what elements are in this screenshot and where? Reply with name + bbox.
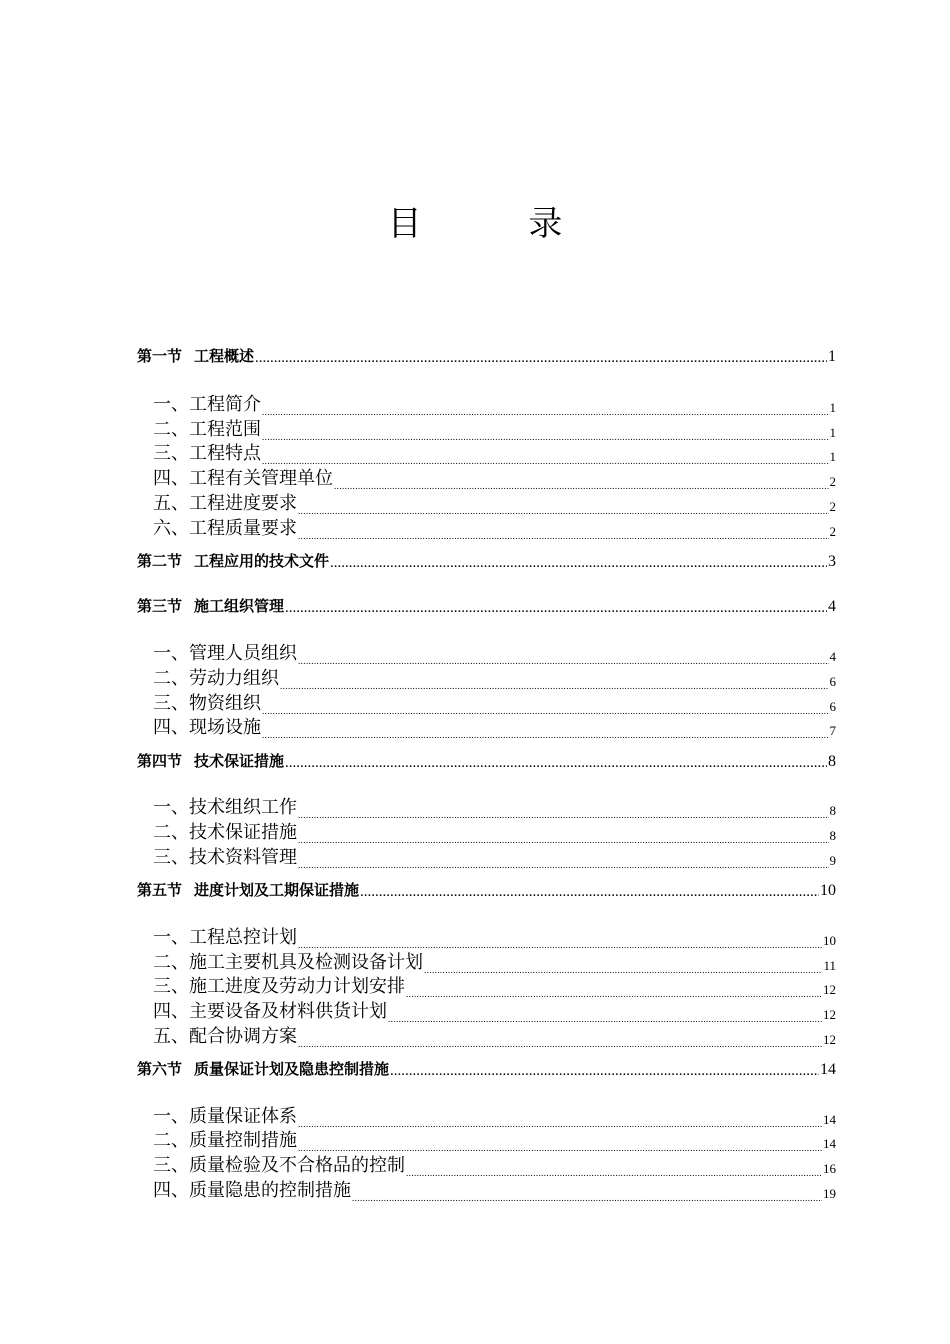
toc-section-entry[interactable] (137, 1057, 836, 1079)
toc-entry-number: 三、 (153, 693, 189, 714)
toc-entry-number: 第四节 (137, 752, 183, 770)
toc-entry-label: 施工进度及劳动力计划安排 (189, 976, 405, 997)
dot-leader (285, 601, 827, 616)
toc-entry-number: 三、 (153, 443, 189, 464)
toc-entry-number: 第六节 (137, 1060, 183, 1078)
toc-item-entry[interactable] (137, 417, 836, 441)
dot-leader (285, 756, 827, 771)
toc-entry-page-number: 19 (823, 1186, 836, 1201)
dot-leader (424, 956, 822, 974)
dot-leader (262, 398, 829, 416)
toc-entry-number: 四、 (153, 1180, 189, 1201)
toc-entry-label: 技术资料管理 (189, 847, 297, 868)
dot-leader (298, 801, 829, 819)
toc-entry-page-number: 6 (829, 674, 836, 689)
toc-entry-number: 第三节 (137, 597, 183, 615)
toc-entry-label: 质量保证体系 (189, 1106, 297, 1127)
toc-section-entry[interactable] (137, 549, 836, 571)
toc-entry-label: 工程总控计划 (189, 927, 297, 948)
toc-entry-page-number: 1 (828, 348, 836, 365)
toc-item-entry[interactable] (137, 1153, 836, 1177)
toc-item-entry[interactable] (137, 820, 836, 844)
toc-item-entry[interactable] (137, 715, 836, 739)
toc-entry-label: 施工组织管理 (194, 597, 285, 615)
toc-entry-number: 三、 (153, 976, 189, 997)
toc-entry-number: 二、 (153, 822, 189, 843)
toc-entry-number: 四、 (153, 1001, 189, 1022)
toc-entry-label: 劳动力组织 (189, 668, 279, 689)
toc-entry-number: 四、 (153, 717, 189, 738)
dot-leader (298, 931, 822, 949)
dot-leader (388, 1005, 822, 1023)
toc-entry-page-number: 16 (823, 1161, 836, 1176)
toc-entry-number: 三、 (153, 1155, 189, 1176)
dot-leader (262, 447, 829, 465)
toc-section-entry[interactable] (137, 878, 836, 900)
toc-entry-page-number: 8 (828, 753, 836, 770)
dot-leader (280, 672, 829, 690)
toc-entry-page-number: 8 (829, 803, 836, 818)
toc-entry-page-number: 10 (820, 882, 836, 899)
page-title: 目 录 (387, 204, 611, 244)
dot-leader (262, 721, 829, 739)
toc-entry-label: 质量检验及不合格品的控制 (189, 1155, 405, 1176)
toc-entry-page-number: 11 (823, 958, 836, 973)
toc-entry-number: 一、 (153, 927, 189, 948)
toc-entry-number: 第二节 (137, 552, 183, 570)
toc-entry-page-number: 4 (829, 649, 836, 664)
toc-item-entry[interactable] (137, 999, 836, 1023)
toc-entry-page-number: 14 (823, 1136, 836, 1151)
toc-section-entry[interactable] (137, 344, 836, 366)
toc-entry-label: 施工主要机具及检测设备计划 (189, 952, 423, 973)
toc-entry-number: 二、 (153, 668, 189, 689)
toc-entry-number: 三、 (153, 847, 189, 868)
dot-leader (390, 1064, 819, 1079)
dot-leader (298, 1110, 822, 1128)
toc-entry-label: 工程简介 (189, 394, 261, 415)
dot-leader (262, 423, 829, 441)
toc-entry-number: 二、 (153, 952, 189, 973)
toc-entry-label: 质量保证计划及隐患控制措施 (194, 1060, 390, 1078)
toc-entry-label: 工程特点 (189, 443, 261, 464)
toc-item-entry[interactable] (137, 392, 836, 416)
toc-item-entry[interactable] (137, 1128, 836, 1152)
toc-entry-page-number: 4 (828, 598, 836, 615)
toc-item-entry[interactable] (137, 950, 836, 974)
toc-entry-label: 质量控制措施 (189, 1130, 297, 1151)
toc-entry-number: 第五节 (137, 881, 183, 899)
toc-item-entry[interactable] (137, 1104, 836, 1128)
dot-leader (334, 472, 829, 490)
toc-entry-page-number: 9 (829, 853, 836, 868)
dot-leader (298, 851, 829, 869)
toc-item-entry[interactable] (137, 845, 836, 869)
toc-entry-number: 五、 (153, 1026, 189, 1047)
dot-leader (298, 826, 829, 844)
toc-entry-label: 技术保证措施 (194, 752, 285, 770)
toc-entry-label: 配合协调方案 (189, 1026, 297, 1047)
dot-leader (298, 1030, 822, 1048)
toc-section-entry[interactable] (137, 594, 836, 616)
toc-entry-page-number: 10 (823, 933, 836, 948)
dot-leader (298, 647, 829, 665)
toc-entry-label: 现场设施 (189, 717, 261, 738)
toc-item-entry[interactable] (137, 1178, 836, 1202)
toc-entry-label: 质量隐患的控制措施 (189, 1180, 351, 1201)
toc-entry-page-number: 14 (823, 1112, 836, 1127)
toc-entry-label: 工程概述 (194, 347, 255, 365)
toc-entry-label: 工程有关管理单位 (189, 468, 333, 489)
toc-entry-page-number: 1 (829, 449, 836, 464)
toc-entry-page-number: 2 (829, 474, 836, 489)
toc-section-entry[interactable] (137, 749, 836, 771)
toc-item-entry[interactable] (137, 666, 836, 690)
dot-leader (406, 1159, 822, 1177)
dot-leader (330, 556, 827, 571)
toc-entry-label: 工程进度要求 (189, 493, 297, 514)
toc-entry-label: 工程应用的技术文件 (194, 552, 330, 570)
toc-entry-label: 工程范围 (189, 419, 261, 440)
toc-entry-page-number: 7 (829, 723, 836, 738)
toc-entry-page-number: 12 (823, 1032, 836, 1047)
toc-entry-label: 物资组织 (189, 693, 261, 714)
toc-entry-number: 一、 (153, 643, 189, 664)
toc-entry-number: 六、 (153, 518, 189, 539)
toc-entry-page-number: 2 (829, 524, 836, 539)
dot-leader (262, 697, 829, 715)
toc-entry-page-number: 2 (829, 499, 836, 514)
dot-leader (255, 351, 827, 366)
toc-item-entry[interactable] (137, 925, 836, 949)
toc-entry-label: 技术保证措施 (189, 822, 297, 843)
toc-entry-number: 一、 (153, 1106, 189, 1127)
toc-entry-number: 第一节 (137, 347, 183, 365)
toc-entry-page-number: 14 (820, 1061, 836, 1078)
toc-item-entry[interactable] (137, 795, 836, 819)
toc-entry-page-number: 6 (829, 699, 836, 714)
toc-entry-number: 一、 (153, 394, 189, 415)
toc-item-entry[interactable] (137, 1024, 836, 1048)
toc-entry-page-number: 8 (829, 828, 836, 843)
toc-entry-label: 技术组织工作 (189, 797, 297, 818)
toc-entry-number: 一、 (153, 797, 189, 818)
toc-item-entry[interactable] (137, 466, 836, 490)
dot-leader (360, 885, 819, 900)
dot-leader (406, 980, 822, 998)
toc-entry-page-number: 3 (828, 553, 836, 570)
toc-entry-number: 二、 (153, 419, 189, 440)
dot-leader (298, 497, 829, 515)
dot-leader (352, 1184, 822, 1202)
toc-entry-number: 五、 (153, 493, 189, 514)
toc-item-entry[interactable] (137, 691, 836, 715)
toc-entry-page-number: 12 (823, 982, 836, 997)
toc-entry-page-number: 1 (829, 400, 836, 415)
toc-item-entry[interactable] (137, 491, 836, 515)
toc-entry-page-number: 12 (823, 1007, 836, 1022)
toc-entry-label: 进度计划及工期保证措施 (194, 881, 360, 899)
toc-item-entry[interactable] (137, 441, 836, 465)
dot-leader (298, 522, 829, 540)
toc-entry-number: 二、 (153, 1130, 189, 1151)
toc-entry-page-number: 1 (829, 425, 836, 440)
toc-entry-label: 工程质量要求 (189, 518, 297, 539)
toc-entry-label: 主要设备及材料供货计划 (189, 1001, 387, 1022)
toc-item-entry[interactable] (137, 516, 836, 540)
toc-entry-number: 四、 (153, 468, 189, 489)
toc-item-entry[interactable] (137, 641, 836, 665)
dot-leader (298, 1134, 822, 1152)
toc-item-entry[interactable] (137, 974, 836, 998)
toc-entry-label: 管理人员组织 (189, 643, 297, 664)
